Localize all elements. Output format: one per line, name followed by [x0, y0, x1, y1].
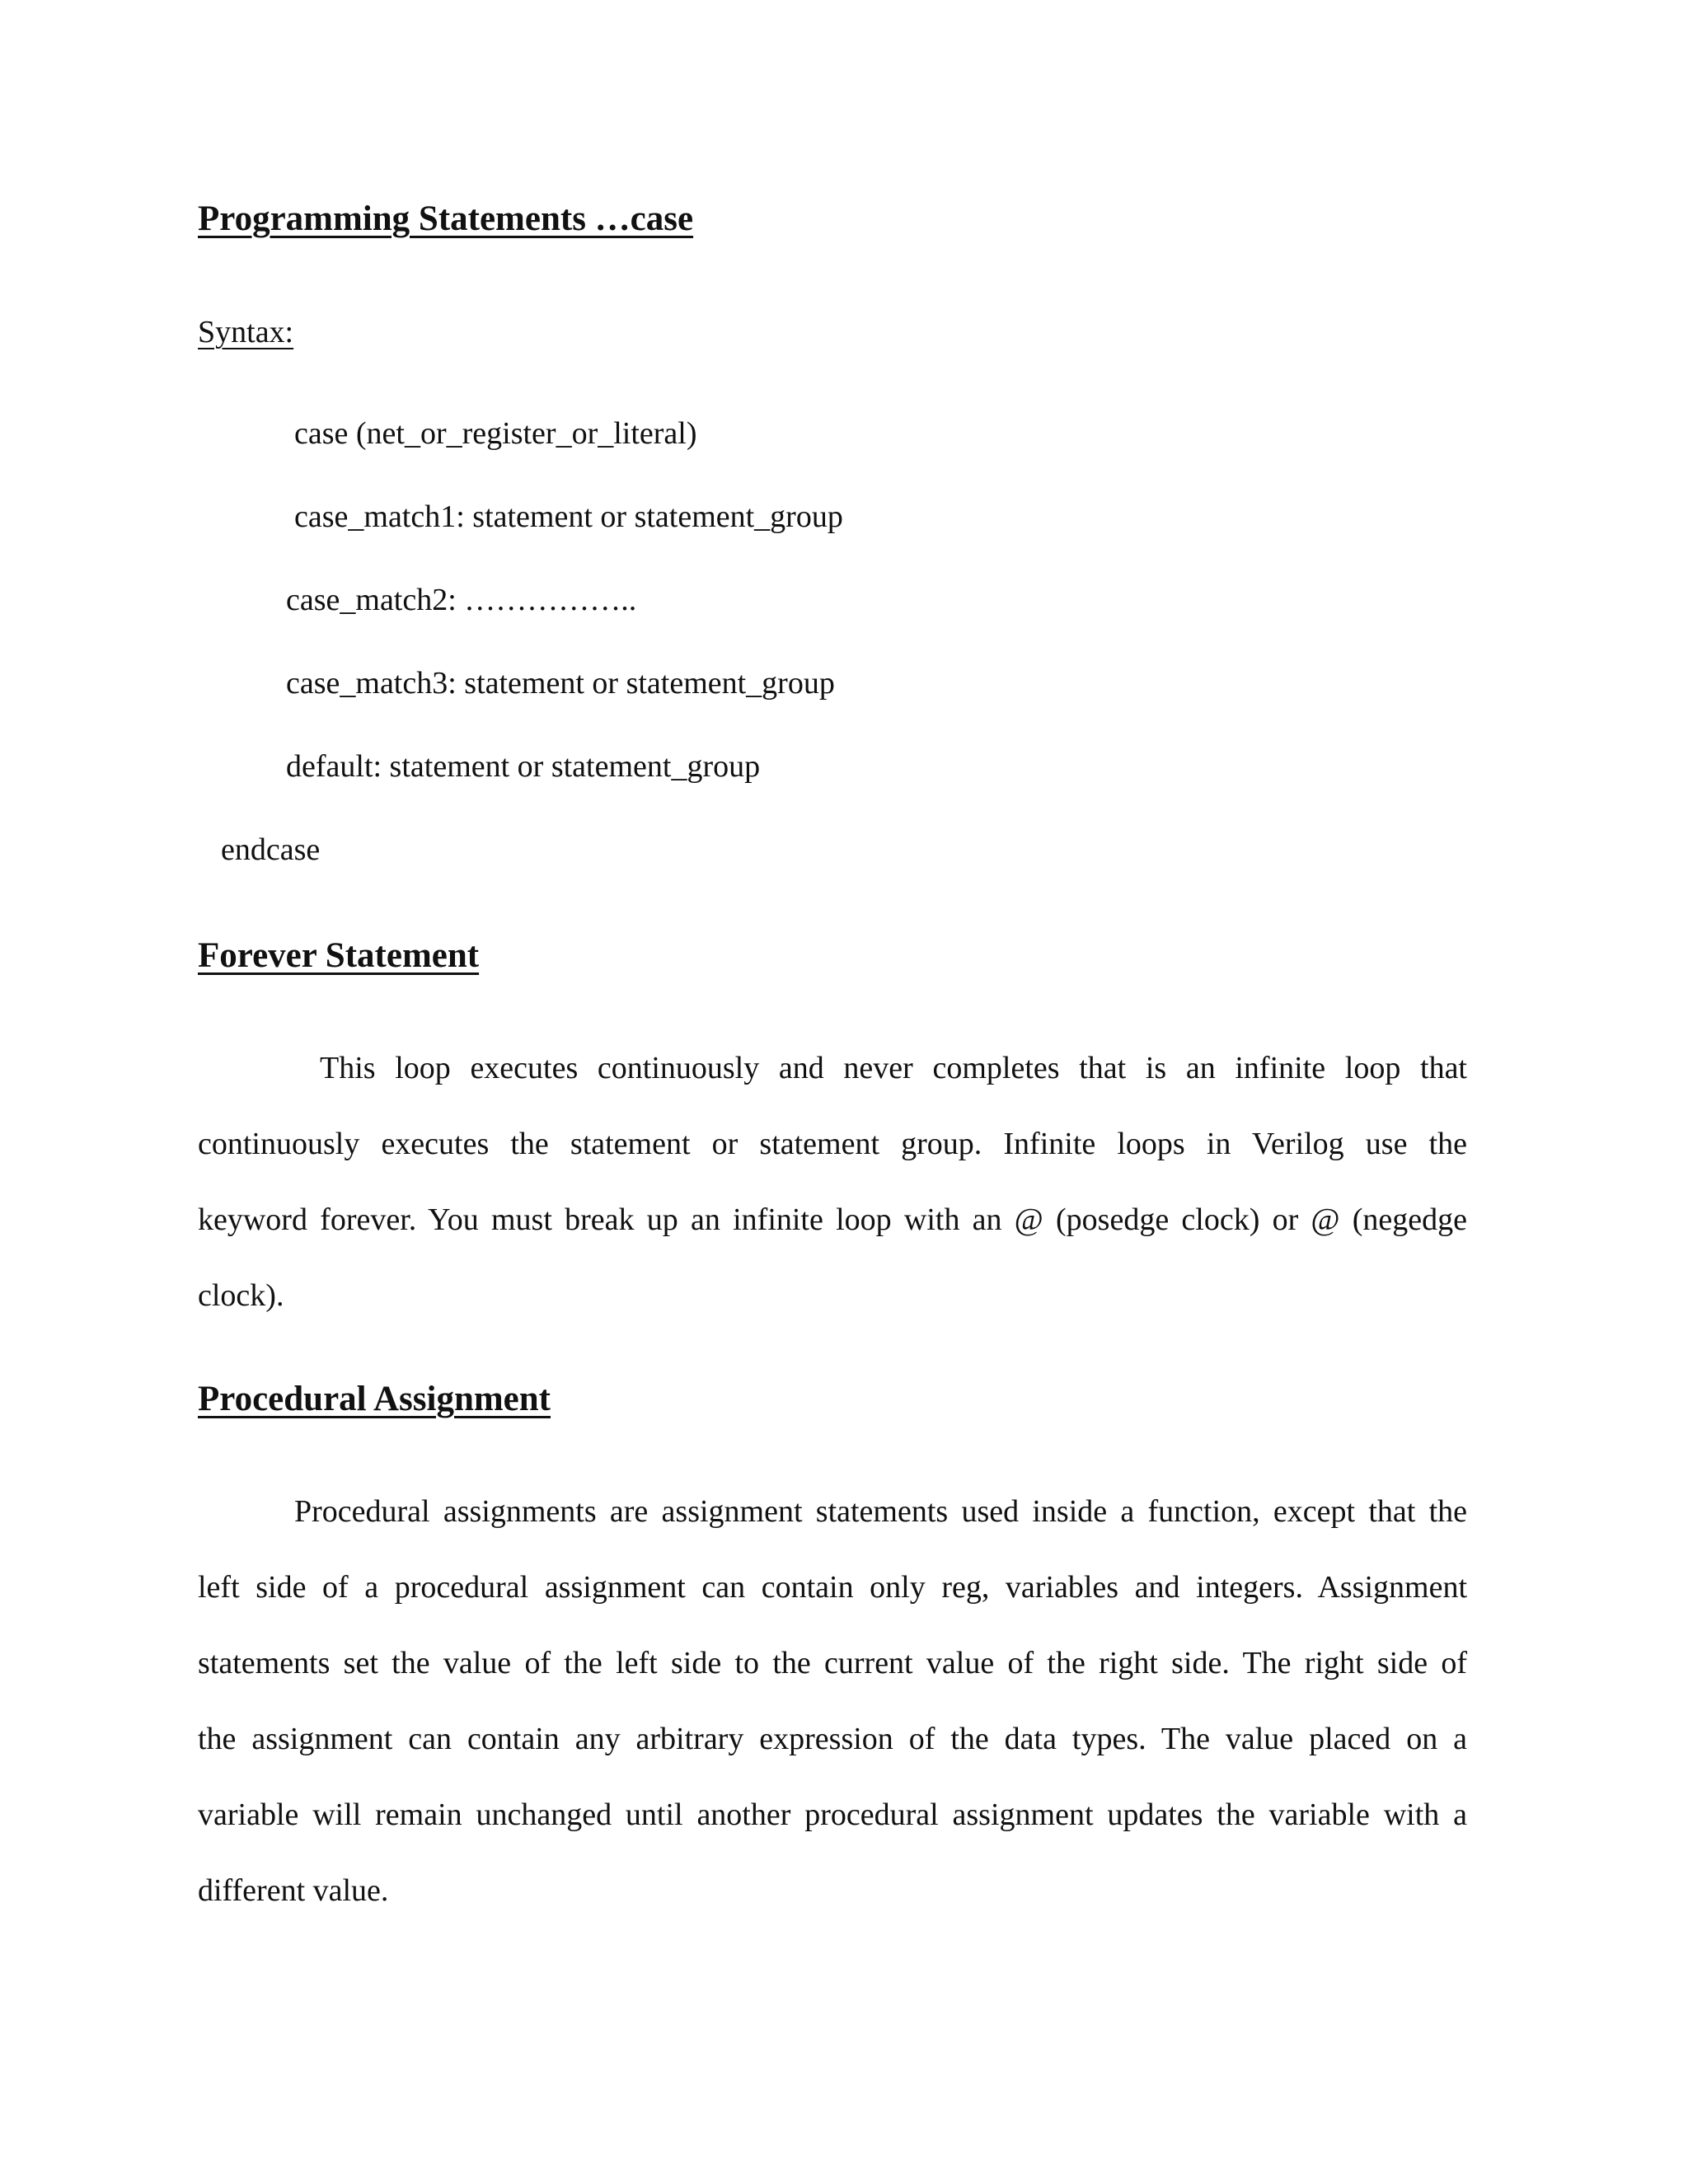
paragraph-line: Procedural assignments are assignment statements used inside a function, except that the — [294, 1494, 1467, 1529]
paragraph-line: variable will remain unchanged until another procedural assignment updates the variable with a — [198, 1797, 1467, 1832]
paragraph-line: statements set the value of the left side to the current value of the right side. The right side of — [198, 1646, 1467, 1680]
syntax-line: case_match3: statement or statement_group — [286, 666, 835, 701]
paragraph-line: left side of a procedural assignment can contain only reg, variables and integers. Assignment — [198, 1570, 1467, 1605]
paragraph-line: different value. — [198, 1873, 389, 1908]
paragraph-line: This loop executes continuously and never completes that is an infinite loop that — [320, 1051, 1467, 1085]
heading-programming-statements-case: Programming Statements …case — [198, 199, 694, 238]
syntax-line: default: statement or statement_group — [286, 749, 761, 784]
paragraph-line: clock). — [198, 1278, 284, 1313]
paragraph-line: keyword forever. You must break up an infinite loop with an @ (posedge clock) or @ (negedge — [198, 1202, 1467, 1237]
heading-procedural-assignment: Procedural Assignment — [198, 1380, 551, 1418]
paragraph-line: the assignment can contain any arbitrary expression of the data types. The value placed on a — [198, 1722, 1467, 1756]
syntax-line: case_match1: statement or statement_group — [294, 499, 843, 534]
syntax-label: Syntax: — [198, 315, 294, 349]
syntax-line: case (net_or_register_or_literal) — [294, 416, 697, 451]
forever-paragraph — [198, 1030, 1467, 1333]
procedural-paragraph — [198, 1474, 1467, 1929]
syntax-line: case_match2: …………….. — [286, 583, 637, 617]
syntax-line: endcase — [221, 832, 321, 867]
paragraph-line: continuously executes the statement or statement group. Infinite loops in Verilog use the — [198, 1127, 1467, 1161]
heading-forever-statement: Forever Statement — [198, 936, 480, 975]
